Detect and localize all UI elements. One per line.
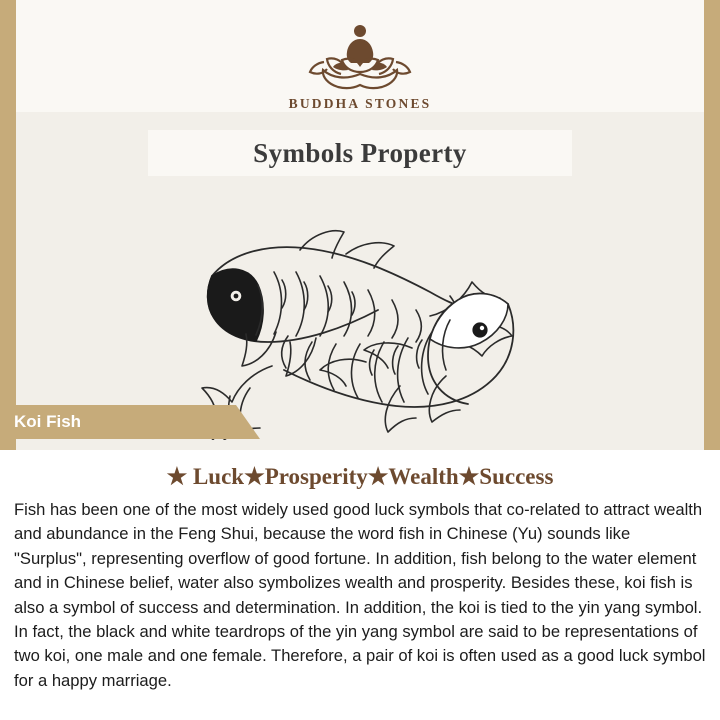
- koi-fish-yin-yang-icon: [150, 180, 570, 440]
- brand-name: BUDDHA STONES: [288, 96, 432, 111]
- lotus-meditation-icon: [300, 18, 420, 92]
- page-title: [148, 130, 572, 176]
- symbol-name-label: Koi Fish: [14, 412, 82, 431]
- keywords-line: ★ Luck★Prosperity★Wealth★Success: [166, 464, 554, 489]
- brand-logo: [0, 18, 720, 112]
- description-paragraph: Fish has been one of the most widely used good luck symbols that co-related to attract wealth and abundance in the Feng Shui, because the word fish in Chinese (Yu) sounds like "Surplus", representing overflow of good fortune. In addition, fish belong to the water element and in Chinese belief, water also symbolizes wealth and prosperity. Besides these, koi fish is also a symbol of success and determination. In addition, the koi is tied to the yin yang symbol. In fact, the black and white teardrops of the yin yang symbol are said to be representations of two koi, one male and one female. Therefore, a pair of koi is often used as a good luck symbol for a happy marriage.: [14, 500, 706, 690]
- koi-fish-illustration: [150, 180, 570, 440]
- page-title-text: Symbols Property: [253, 137, 467, 168]
- symbol-name-tag: [0, 405, 236, 439]
- description-section: [0, 450, 720, 720]
- tag-notch-decoration: [236, 405, 260, 439]
